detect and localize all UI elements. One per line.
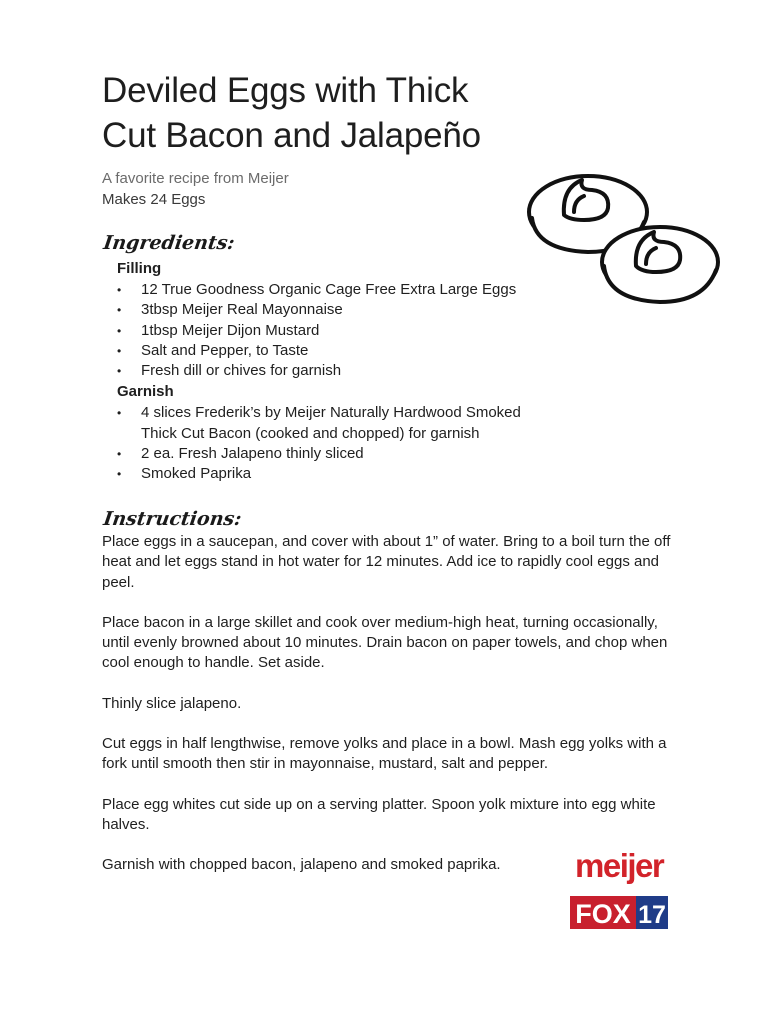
instruction-step: Place egg whites cut side up on a serving platter. Spoon yolk mixture into egg white halves. [102,795,656,833]
list-item: • Salt and Pepper, to Taste [117,341,577,361]
fox-logo-word: FOX [575,899,631,929]
list-item: • 3tbsp Meijer Real Mayonnaise [117,300,577,320]
garnish-title: Garnish [117,383,174,401]
instructions-section [102,532,672,896]
instruction-step: Thinly slice jalapeno. [102,694,242,712]
list-item: • Fresh dill or chives for garnish [117,361,577,381]
ingredients-heading: Ingredients: [102,232,237,254]
list-item: • 2 ea. Fresh Jalapeno thinly sliced [117,444,557,464]
list-item: • 12 True Goodness Organic Cage Free Extra Large Eggs [117,280,577,300]
list-item: • 1tbsp Meijer Dijon Mustard [117,321,577,341]
list-item: • 4 slices Frederik’s by Meijer Naturally Hardwood Smoked Thick Cut Bacon (cooked and chopped) for garnish [117,403,557,444]
instructions-heading: Instructions: [102,508,243,530]
instruction-step: Cut eggs in half lengthwise, remove yolks and place in a bowl. Mash egg yolks with a fork until smooth then stir in mayonnaise, mustard, salt and pepper. [102,735,667,773]
instruction-step: Place eggs in a saucepan, and cover with about 1” of water. Bring to a boil turn the off heat and let eggs stand in hot water for 12 minutes. Add ice to rapidly cool eggs and peel. [102,533,671,591]
filling-list [117,280,577,381]
title-line-1: Deviled Eggs with Thick [102,71,469,110]
instruction-step: Place bacon in a large skillet and cook over medium-high heat, turning occasionally, until evenly browned about 10 minutes. Drain bacon on paper towels, and chop when cool enough to handle. Set aside. [102,613,668,672]
recipe-subtitle: A favorite recipe from Meijer [102,170,289,187]
fox-logo-number: 17 [638,901,666,929]
filling-title: Filling [117,260,162,277]
ingredients-section [117,258,577,485]
list-item: • Smoked Paprika [117,464,557,484]
recipe-yield: Makes 24 Eggs [102,191,206,208]
recipe-title [102,68,622,158]
fox17-logo [570,896,668,929]
instruction-step: Garnish with chopped bacon, jalapeno and smoked paprika. [102,856,501,874]
meijer-logo: meijer [575,847,664,884]
title-line-2: Cut Bacon and Jalapeño [102,116,481,155]
garnish-list [117,403,557,484]
